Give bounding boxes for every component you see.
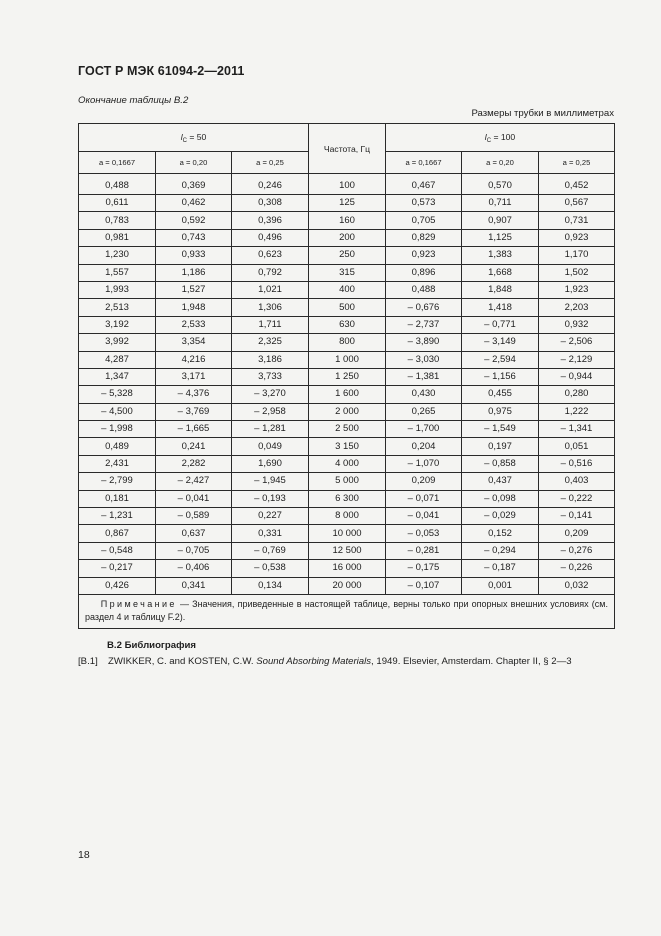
table-row <box>79 403 615 420</box>
table-cell: 0,496 <box>232 229 309 246</box>
table-cell: 0,975 <box>462 403 539 420</box>
table-cell: – 1,549 <box>462 421 539 438</box>
table-cell: 0,611 <box>79 195 156 212</box>
bibliography-entry-label: [B.1] <box>78 656 98 667</box>
table-cell: 4,287 <box>79 351 156 368</box>
table-cell: – 5,328 <box>79 386 156 403</box>
table-cell: – 2,799 <box>79 473 156 490</box>
table-cell: 1,170 <box>539 247 615 264</box>
table-cell: 0,743 <box>156 229 232 246</box>
table-cell: – 0,406 <box>156 560 232 577</box>
table-cell: – 0,226 <box>539 560 615 577</box>
bibliography-authors: ZWIKKER, C. and KOSTEN, C.W. <box>108 656 257 667</box>
table-cell: 3,186 <box>232 351 309 368</box>
table-cell: – 1,998 <box>79 421 156 438</box>
table-cell: – 2,129 <box>539 351 615 368</box>
table-cell: 0,209 <box>539 525 615 542</box>
table-row <box>79 368 615 385</box>
table-cell: 2,513 <box>79 299 156 316</box>
table-row <box>79 473 615 490</box>
frequency-cell: 160 <box>309 212 386 229</box>
table-cell: 2,325 <box>232 334 309 351</box>
table-cell: 0,331 <box>232 525 309 542</box>
table-cell: – 3,769 <box>156 403 232 420</box>
table-cell: 0,570 <box>462 174 539 195</box>
subheader-cell: a = 0,25 <box>232 152 309 174</box>
table-cell: 0,437 <box>462 473 539 490</box>
subheader-cell: a = 0,25 <box>539 152 615 174</box>
table-cell: 3,733 <box>232 368 309 385</box>
table-cell: 0,923 <box>539 229 615 246</box>
table-cell: 1,690 <box>232 455 309 472</box>
table-cell: – 0,041 <box>156 490 232 507</box>
frequency-cell: 10 000 <box>309 525 386 542</box>
table-cell: – 0,141 <box>539 508 615 525</box>
table-cell: – 0,516 <box>539 455 615 472</box>
table-cell: – 0,187 <box>462 560 539 577</box>
subheader-cell: a = 0,1667 <box>386 152 462 174</box>
table-cell: – 2,427 <box>156 473 232 490</box>
frequency-cell: 6 300 <box>309 490 386 507</box>
table-cell: – 2,506 <box>539 334 615 351</box>
table-cell: – 3,270 <box>232 386 309 403</box>
table-cell: 0,623 <box>232 247 309 264</box>
frequency-cell: 630 <box>309 316 386 333</box>
table-cell: 0,488 <box>386 281 462 298</box>
subheader-cell: a = 0,20 <box>462 152 539 174</box>
table-cell: – 3,149 <box>462 334 539 351</box>
table-row <box>79 281 615 298</box>
table-cell: – 0,175 <box>386 560 462 577</box>
table-row <box>79 508 615 525</box>
subheader-cell: a = 0,20 <box>156 152 232 174</box>
table-cell: 1,021 <box>232 281 309 298</box>
table-cell: 2,203 <box>539 299 615 316</box>
table-row <box>79 212 615 229</box>
table-cell: 1,383 <box>462 247 539 264</box>
table-cell: – 1,231 <box>79 508 156 525</box>
table-cell: 0,051 <box>539 438 615 455</box>
table-cell: – 0,538 <box>232 560 309 577</box>
table-cell: 1,923 <box>539 281 615 298</box>
table-cell: – 3,890 <box>386 334 462 351</box>
table-row <box>79 490 615 507</box>
table-cell: – 0,222 <box>539 490 615 507</box>
table-cell: – 2,958 <box>232 403 309 420</box>
bibliography-entry <box>78 656 572 667</box>
table-cell: 0,001 <box>462 577 539 594</box>
table-cell: 0,241 <box>156 438 232 455</box>
table-cell: 0,933 <box>156 247 232 264</box>
table-cell: 0,981 <box>79 229 156 246</box>
frequency-cell: 400 <box>309 281 386 298</box>
table-cell: – 1,156 <box>462 368 539 385</box>
table-cell: – 0,029 <box>462 508 539 525</box>
table-cell: 1,993 <box>79 281 156 298</box>
table-row <box>79 351 615 368</box>
table-cell: – 0,589 <box>156 508 232 525</box>
group-header-left: $l_C = 50$ <box>79 124 309 152</box>
table-cell: 0,369 <box>156 174 232 195</box>
table-cell: – 0,276 <box>539 542 615 559</box>
table-cell: 3,192 <box>79 316 156 333</box>
table-cell: – 0,107 <box>386 577 462 594</box>
table-cell: 0,227 <box>232 508 309 525</box>
table-cell: 0,341 <box>156 577 232 594</box>
frequency-cell: 1 250 <box>309 368 386 385</box>
table-cell: 0,430 <box>386 386 462 403</box>
table-cell: – 0,041 <box>386 508 462 525</box>
table-sizes-caption: Размеры трубки в миллиметрах <box>471 108 614 119</box>
page-number: 18 <box>78 849 90 861</box>
table-cell: 0,829 <box>386 229 462 246</box>
table-cell: – 0,217 <box>79 560 156 577</box>
bibliography-rest: , 1949. Elsevier, Amsterdam. Chapter II, § 2—3 <box>371 656 572 667</box>
frequency-cell: 12 500 <box>309 542 386 559</box>
table-cell: – 0,071 <box>386 490 462 507</box>
table-cell: – 1,945 <box>232 473 309 490</box>
table-row <box>79 264 615 281</box>
frequency-cell: 2 500 <box>309 421 386 438</box>
table-cell: 0,711 <box>462 195 539 212</box>
table-cell: 0,197 <box>462 438 539 455</box>
frequency-cell: 5 000 <box>309 473 386 490</box>
table-cell: – 1,341 <box>539 421 615 438</box>
frequency-cell: 2 000 <box>309 403 386 420</box>
group-header-right: $l_C = 100$ <box>386 124 615 152</box>
table-cell: 0,567 <box>539 195 615 212</box>
table-cell: 0,783 <box>79 212 156 229</box>
document-header: ГОСТ Р МЭК 61094-2—2011 <box>78 64 245 78</box>
table-cell: 0,705 <box>386 212 462 229</box>
table-cell: 1,347 <box>79 368 156 385</box>
table-cell: – 1,381 <box>386 368 462 385</box>
table-cell: 0,265 <box>386 403 462 420</box>
table-cell: 0,592 <box>156 212 232 229</box>
table-cell: 0,489 <box>79 438 156 455</box>
frequency-cell: 20 000 <box>309 577 386 594</box>
table-row <box>79 542 615 559</box>
table-cell: – 0,294 <box>462 542 539 559</box>
frequency-cell: 4 000 <box>309 455 386 472</box>
table-cell: – 0,858 <box>462 455 539 472</box>
table-cell: – 4,500 <box>79 403 156 420</box>
note-text: — Значения, приведенные в настоящей таблице, верны только при опорных внешних условиях (см. раздел 4 и таблицу F.2). <box>85 598 608 622</box>
table-cell: – 1,700 <box>386 421 462 438</box>
subheader-cell: a = 0,1667 <box>79 152 156 174</box>
table-cell: – 1,281 <box>232 421 309 438</box>
table-cell: 0,403 <box>539 473 615 490</box>
data-table <box>78 123 615 629</box>
table-cell: 0,923 <box>386 247 462 264</box>
table-row <box>79 334 615 351</box>
table-cell: 0,049 <box>232 438 309 455</box>
frequency-cell: 16 000 <box>309 560 386 577</box>
table-cell: 1,948 <box>156 299 232 316</box>
table-row <box>79 386 615 403</box>
table-cell: 0,280 <box>539 386 615 403</box>
table-row <box>79 229 615 246</box>
table-cell: 1,668 <box>462 264 539 281</box>
frequency-cell: 8 000 <box>309 508 386 525</box>
table-cell: – 2,594 <box>462 351 539 368</box>
table-cell: 1,418 <box>462 299 539 316</box>
table-row <box>79 525 615 542</box>
table-note-row <box>79 594 615 628</box>
table-cell: – 1,665 <box>156 421 232 438</box>
table-cell: 0,932 <box>539 316 615 333</box>
table-cell: 3,992 <box>79 334 156 351</box>
table-row <box>79 438 615 455</box>
frequency-cell: 500 <box>309 299 386 316</box>
table-cell: 2,282 <box>156 455 232 472</box>
table-cell: 1,848 <box>462 281 539 298</box>
frequency-cell: 1 600 <box>309 386 386 403</box>
table-cell: 4,216 <box>156 351 232 368</box>
table-cell: 0,731 <box>539 212 615 229</box>
table-cell: 1,557 <box>79 264 156 281</box>
table-cell: 0,152 <box>462 525 539 542</box>
table-cell: 1,230 <box>79 247 156 264</box>
table-row <box>79 577 615 594</box>
table-row <box>79 455 615 472</box>
table-cell: 0,209 <box>386 473 462 490</box>
bibliography-heading: В.2 Библиография <box>107 640 197 651</box>
table-cell: – 0,676 <box>386 299 462 316</box>
table-note <box>79 594 615 628</box>
table-cell: 2,431 <box>79 455 156 472</box>
frequency-cell: 3 150 <box>309 438 386 455</box>
table-row <box>79 247 615 264</box>
table-cell: 1,125 <box>462 229 539 246</box>
bibliography-title: Sound Absorbing Materials <box>256 656 372 667</box>
table-row <box>79 299 615 316</box>
table-cell: – 0,281 <box>386 542 462 559</box>
table-cell: – 0,944 <box>539 368 615 385</box>
frequency-cell: 200 <box>309 229 386 246</box>
table-cell: – 1,070 <box>386 455 462 472</box>
table-cell: 0,907 <box>462 212 539 229</box>
table-cell: – 0,053 <box>386 525 462 542</box>
table-cell: 0,308 <box>232 195 309 212</box>
table-cell: 0,867 <box>79 525 156 542</box>
table-continuation-caption: Окончание таблицы В.2 <box>78 95 189 106</box>
table-cell: 0,246 <box>232 174 309 195</box>
frequency-header: Частота, Гц <box>309 124 386 174</box>
frequency-cell: 315 <box>309 264 386 281</box>
table-cell: 0,426 <box>79 577 156 594</box>
table-cell: 1,222 <box>539 403 615 420</box>
table-cell: 0,637 <box>156 525 232 542</box>
table-cell: 2,533 <box>156 316 232 333</box>
frequency-cell: 250 <box>309 247 386 264</box>
frequency-cell: 125 <box>309 195 386 212</box>
table-cell: – 0,769 <box>232 542 309 559</box>
table-cell: 0,134 <box>232 577 309 594</box>
table-cell: – 0,705 <box>156 542 232 559</box>
table-cell: 0,204 <box>386 438 462 455</box>
table-cell: – 0,098 <box>462 490 539 507</box>
table-cell: 1,306 <box>232 299 309 316</box>
table-cell: 0,462 <box>156 195 232 212</box>
table-cell: 0,181 <box>79 490 156 507</box>
table-cell: 0,032 <box>539 577 615 594</box>
table-cell: 0,488 <box>79 174 156 195</box>
frequency-cell: 100 <box>309 174 386 195</box>
table-cell: 1,502 <box>539 264 615 281</box>
table-cell: 0,792 <box>232 264 309 281</box>
table-cell: 1,711 <box>232 316 309 333</box>
table-row <box>79 195 615 212</box>
frequency-cell: 800 <box>309 334 386 351</box>
note-label: Примечание <box>100 598 177 609</box>
frequency-cell: 1 000 <box>309 351 386 368</box>
table-cell: 1,186 <box>156 264 232 281</box>
table-cell: – 4,376 <box>156 386 232 403</box>
table-cell: 3,354 <box>156 334 232 351</box>
table-cell: 3,171 <box>156 368 232 385</box>
table-row <box>79 174 615 195</box>
table-cell: 0,896 <box>386 264 462 281</box>
table-cell: 0,573 <box>386 195 462 212</box>
table-cell: – 3,030 <box>386 351 462 368</box>
table-cell: 0,396 <box>232 212 309 229</box>
table-cell: 0,452 <box>539 174 615 195</box>
table-cell: – 2,737 <box>386 316 462 333</box>
table-cell: 1,527 <box>156 281 232 298</box>
table-header-row <box>79 124 615 152</box>
table-cell: – 0,548 <box>79 542 156 559</box>
table-row <box>79 421 615 438</box>
table-row <box>79 560 615 577</box>
table-cell: – 0,771 <box>462 316 539 333</box>
table-row <box>79 316 615 333</box>
table-cell: – 0,193 <box>232 490 309 507</box>
table-cell: 0,467 <box>386 174 462 195</box>
table-cell: 0,455 <box>462 386 539 403</box>
